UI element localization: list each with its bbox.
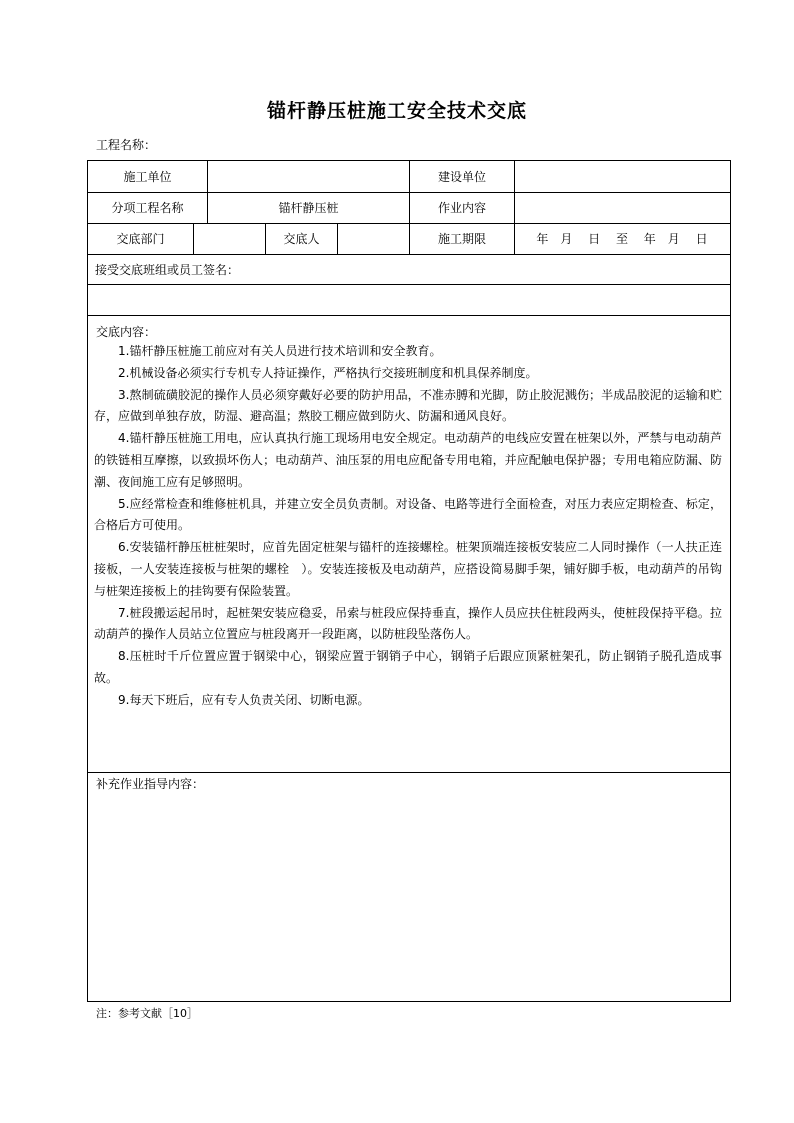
- dept-value[interactable]: [194, 223, 265, 254]
- signature-label: 接受交底班组或员工签名：: [95, 262, 240, 277]
- building-unit-value[interactable]: [515, 161, 729, 192]
- disclosure-form-table: [87, 160, 731, 1002]
- sub-project-label: 分项工程名称: [111, 201, 184, 215]
- list-item: 5.应经常检查和维修桩机具，并建立安全员负责制。对设备、电路等进行全面检查，对压力表应定期检查、标定，合格后方可使用。: [94, 496, 722, 533]
- list-item: 4.锚杆静压桩施工用电，应认真执行施工现场用电安全规定。电动葫芦的电线应安置在桩架以外，严禁与电动葫芦的铁链相互摩擦，以致损坏伤人；电动葫芦、油压泵的用电应配备专用电箱，并应配触电保护器；专用电箱应防漏、防潮、夜间施工应有足够照明。: [94, 431, 722, 489]
- list-item: 8.压桩时千斤位置应置于钢梁中心，钢梁应置于钢销子中心，钢销子后跟应顶紧桩架孔，防止钢销子脱孔造成事故。: [94, 649, 722, 685]
- list-item: 1.锚杆静压桩施工前应对有关人员进行技术培训和安全教育。: [118, 344, 442, 358]
- supplement-label: 补充作业指导内容：: [96, 777, 205, 791]
- person-value[interactable]: [338, 223, 409, 254]
- list-item: 7.桩段搬运起吊时，起桩架安装应稳妥，吊索与桩段应保持垂直，操作人员应扶住桩段两头，使桩段保持平稳。拉动葫芦的操作人员站立位置应与桩段离开一段距离，以防桩段坠落伤人。: [94, 605, 722, 642]
- building-unit-label: 建设单位: [437, 170, 486, 184]
- project-name-label: 工程名称：: [96, 138, 157, 152]
- construction-unit-value[interactable]: [208, 161, 409, 192]
- content-label: 交底内容：: [96, 325, 157, 339]
- list-item: 6.安装锚杆静压桩桩架时，应首先固定桩架与锚杆的连接螺栓。桩架顶端连接板安装应二人同时操作（一人扶正连接板，一人安装连接板与桩架的螺栓 ）。安装连接板及电动葫芦，应搭设简易脚手架，铺好脚手板，电动葫芦的吊钩与桩架连接板上的挂钩要有保险装置。: [94, 540, 722, 598]
- period-value[interactable]: 年 月 日 至 年 月 日: [536, 232, 708, 246]
- footnote: 注：参考文献［10］: [96, 1007, 198, 1020]
- work-content-label: 作业内容: [437, 201, 486, 215]
- disclosure-items: [94, 341, 722, 712]
- list-item: 9.每天下班后，应有专人负责关闭、切断电源。: [118, 692, 370, 707]
- signature-field[interactable]: [88, 285, 729, 315]
- row-divider: [88, 315, 730, 316]
- period-label: 施工期限: [437, 232, 486, 246]
- work-content-value[interactable]: [515, 192, 729, 223]
- construction-unit-label: 施工单位: [123, 170, 172, 184]
- row-divider: [88, 772, 730, 773]
- list-item: 3.熬制硫磺胶泥的操作人员必须穿戴好必要的防护用品，不准赤膊和光脚，防止胶泥溅伤；半成品胶泥的运输和贮存，应做到单独存放，防湿、避高温；熬胶工棚应做到防火、防漏和通风良好。: [94, 387, 722, 424]
- list-item: 2.机械设备必须实行专机专人持证操作，严格执行交接班制度和机具保养制度。: [118, 365, 538, 380]
- sub-project-value: 锚杆静压桩: [278, 201, 339, 215]
- document-title: 锚杆静压桩施工安全技术交底: [266, 100, 527, 122]
- person-label: 交底人: [283, 232, 320, 246]
- dept-label: 交底部门: [116, 232, 165, 246]
